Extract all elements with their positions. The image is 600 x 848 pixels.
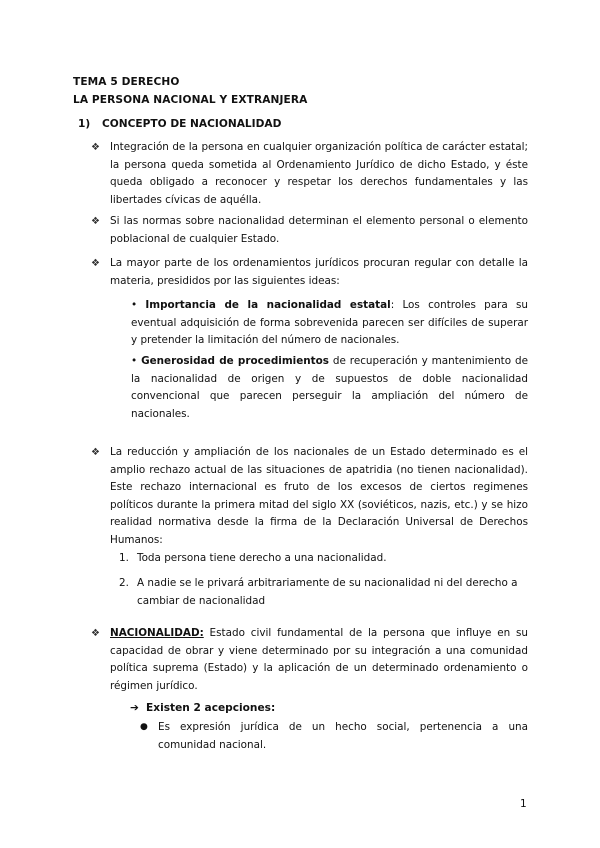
diamond-bullet-icon: ❖	[91, 216, 100, 227]
paragraph-text: Si las normas sobre nacionalidad determinan el elemento personal o elemento poblacional de cualquier Estado.	[110, 215, 528, 245]
section-heading	[78, 118, 281, 130]
diamond-bullet-icon: ❖	[91, 447, 100, 458]
document-title-line1: TEMA 5 DERECHO	[73, 76, 180, 88]
idea-dot: •	[131, 299, 138, 311]
paragraph-normas	[110, 213, 528, 248]
definition-label: NACIONALIDAD:	[110, 627, 204, 639]
diamond-bullet-icon: ❖	[91, 142, 100, 153]
section-number: 1)	[78, 118, 91, 130]
acepciones-heading	[130, 702, 275, 714]
paragraph-text: Integración de la persona en cualquier organización política de carácter estatal; la persona queda sometida al Ordenamiento Jurídico de dicho Estado, y éste queda obligado a reconocer y respetar los derechos fundamentales y las libertades cívicas de aquélla.	[110, 141, 528, 206]
diamond-bullet-icon: ❖	[91, 258, 100, 269]
idea-label: Generosidad de procedimientos	[141, 355, 329, 367]
diamond-bullet-icon: ❖	[91, 628, 100, 639]
idea-text: de recuperación y mantenimiento de la nacionalidad de origen y de supuestos de doble nacionalidad convencional que parecen perseguir la ampliación del número de nacionales.	[131, 355, 528, 420]
acepcion-item	[140, 719, 528, 754]
paragraph-nacionalidad	[110, 625, 528, 695]
definition-text: Estado civil fundamental de la persona que influye en su capacidad de obrar y viene determinado por su integración a una comunidad política suprema (Estado) y la aplicación de un determinado ordenamiento o régimen jurídico.	[110, 627, 528, 692]
page-number: 1	[520, 798, 527, 810]
acepcion-text: Es expresión jurídica de un hecho social, pertenencia a una comunidad nacional.	[158, 721, 528, 751]
paragraph-reduccion	[110, 444, 528, 549]
list-text: Toda persona tiene derecho a una nacionalidad.	[137, 552, 387, 564]
paragraph-text: La reducción y ampliación de los nacionales de un Estado determinado es el amplio rechazo actual de las situaciones de apatridia (no tienen nacionalidad). Este rechazo internacional es fruto de los excesos de ciertos regimenes políticos durante la primera mitad del siglo XX (soviéticos, nazis, etc.) y se hizo realidad normativa desde la firma de la Declaración Universal de Derechos Humanos:	[110, 446, 528, 546]
idea-label: Importancia de la nacionalidad estatal	[145, 299, 391, 311]
paragraph-integracion	[110, 139, 528, 209]
list-text: A nadie se le privará arbitrariamente de su nacionalidad ni del derecho a cambiar de nacionalidad	[137, 577, 518, 607]
idea-text: : Los controles para su eventual adquisición de forma sobrevenida parecen ser difíciles de superar y pretender la limitación del número de nacionales.	[131, 299, 529, 346]
idea-importancia	[131, 297, 528, 350]
section-title: CONCEPTO DE NACIONALIDAD	[102, 118, 282, 130]
idea-generosidad	[131, 353, 528, 423]
list-number: 1.	[119, 552, 129, 564]
acepciones-title: Existen 2 acepciones:	[146, 702, 276, 714]
list-number: 2.	[119, 577, 129, 589]
paragraph-mayor-parte	[110, 255, 528, 290]
arrow-right-icon: ➔	[130, 702, 139, 714]
idea-dot: •	[131, 355, 138, 367]
paragraph-text: La mayor parte de los ordenamientos jurídicos procuran regular con detalle la materia, presididos por las siguientes ideas:	[110, 257, 528, 287]
circle-bullet-icon: ●	[140, 722, 148, 732]
list-item	[119, 550, 528, 568]
document-title-line2: LA PERSONA NACIONAL Y EXTRANJERA	[73, 94, 308, 106]
list-item	[119, 575, 528, 610]
